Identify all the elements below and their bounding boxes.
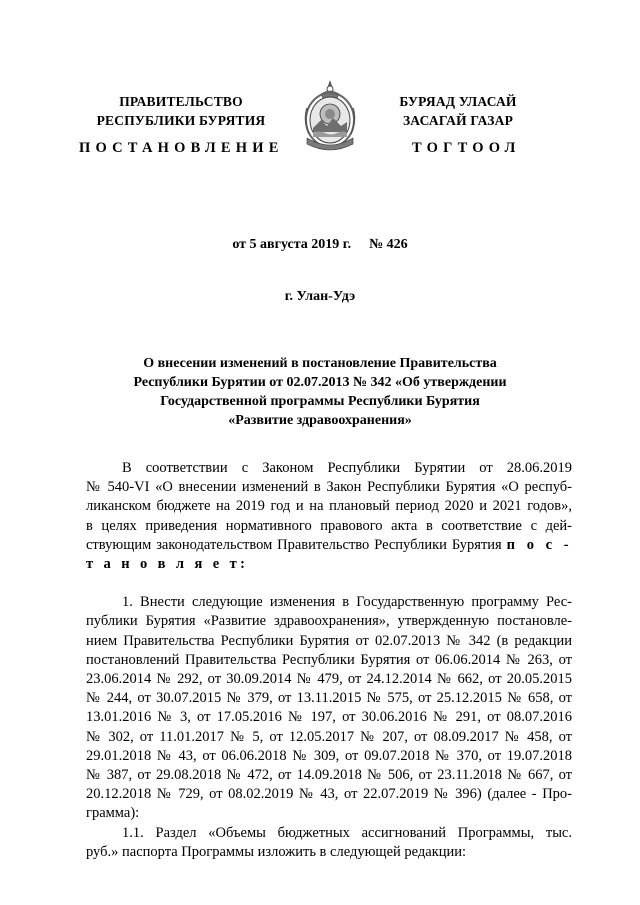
doc-type-ru: ПОСТАНОВЛЕНИЕ xyxy=(79,140,284,156)
item-1-line: грамма): xyxy=(86,805,140,822)
item-1-1-line: руб.» паспорта Программы изложить в следующей редакции: xyxy=(86,843,467,860)
date-number-line xyxy=(0,237,640,253)
issuer-bu-line1: БУРЯАД УЛАСАЙ xyxy=(399,94,517,109)
preamble-line-with-keyword xyxy=(86,536,572,555)
resolution-number: № 426 xyxy=(369,237,408,252)
item-1-line: № 302, от 11.01.2017 № 5, от 12.05.2017 № 207, от 08.09.2017 № 458, от xyxy=(86,728,572,745)
item-1-line: 20.12.2018 № 729, от 08.02.2019 № 43, от 22.07.2019 № 396) (далее - Про- xyxy=(86,786,572,803)
preamble-line: ствующим законодательством Правительство Республики Бурятия xyxy=(86,536,502,553)
preamble-line: В соответствии с Законом Республики Бурятии от 28.06.2019 xyxy=(122,460,572,476)
issuer-bu xyxy=(373,92,543,130)
document-title xyxy=(90,354,550,430)
title-line: О внесении изменений в постановление Правительства xyxy=(143,356,497,371)
resolution-date: от 5 августа 2019 г. xyxy=(232,237,352,252)
preamble-line: в целях приведения нормативного правового акта в соответствие с дей- xyxy=(86,517,572,534)
city: г. Улан-Удэ xyxy=(284,289,356,304)
title-line: «Развитие здравоохранения» xyxy=(228,413,412,428)
item-1-line: № 387, от 29.08.2018 № 472, от 14.09.2018 № 506, от 23.11.2018 № 667, от xyxy=(86,767,572,784)
preamble-line: № 540-VI «О внесении изменений в Закон Республики Бурятия «О респуб- xyxy=(86,479,572,496)
item-1-line: публики Бурятия «Развитие здравоохранения», утвержденную постановле- xyxy=(86,613,572,630)
item-1-line: 1. Внести следующие изменения в Государственную программу Рес- xyxy=(122,594,572,611)
item-1-line: 13.01.2016 № 3, от 17.05.2016 № 197, от 30.06.2016 № 291, от 08.07.2016 xyxy=(86,709,572,726)
preamble-line: ликанском бюджете на 2019 год и на плановый период 2020 и 2021 годов», xyxy=(86,498,572,515)
item-1-1-paragraph xyxy=(86,824,572,862)
coat-of-arms-icon xyxy=(299,78,361,154)
issuer-ru xyxy=(96,92,266,130)
item-1-line: № 244, от 30.07.2015 № 379, от 13.11.2015 № 575, от 25.12.2015 № 658, от xyxy=(86,690,572,707)
doc-type-bu: ТОГТООЛ xyxy=(412,140,521,156)
title-line: Республики Бурятии от 02.07.2013 № 342 «Об утверждении xyxy=(133,375,507,390)
item-1-line: постановлений Правительства Республики Бурятия от 06.06.2014 № 263, от xyxy=(86,651,572,668)
keyword-part2: т а н о в л я е т: xyxy=(86,556,249,573)
issuer-ru-line2: РЕСПУБЛИКИ БУРЯТИЯ xyxy=(96,113,266,128)
item-1-paragraph xyxy=(86,593,572,823)
preamble-paragraph xyxy=(86,459,572,574)
item-1-line: нием Правительства Республики Бурятия от 02.07.2013 № 342 (в редакции xyxy=(86,632,572,649)
keyword-part1: п о с - xyxy=(506,536,572,553)
item-1-1-line: 1.1. Раздел «Объемы бюджетных ассигнований Программы, тыс. xyxy=(122,824,572,841)
item-1-line: 23.06.2014 № 292, от 30.09.2014 № 479, от 24.12.2014 № 662, от 20.05.2015 xyxy=(86,671,572,688)
title-line: Государственной программы Республики Бурятия xyxy=(160,394,480,409)
document-body xyxy=(86,459,572,862)
issuer-bu-line2: ЗАСАГАЙ ГАЗАР xyxy=(402,113,514,128)
issuer-ru-line1: ПРАВИТЕЛЬСТВО xyxy=(119,94,243,109)
item-1-line: 29.01.2018 № 43, от 06.06.2018 № 309, от 09.07.2018 № 370, от 19.07.2018 xyxy=(86,747,572,764)
